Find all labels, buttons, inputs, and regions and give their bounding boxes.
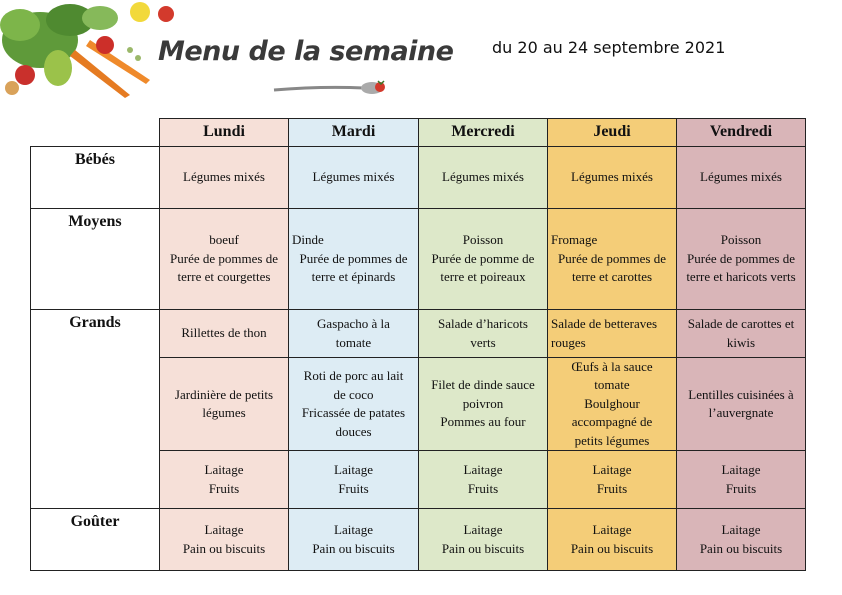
grands-dessert-cell-vendredi xyxy=(677,451,805,508)
menu-line: Gaspacho à la xyxy=(317,316,390,331)
grands-plat-cell-lundi xyxy=(160,358,288,450)
menu-line: Boulghour xyxy=(584,395,640,411)
menu-line: Salade d’haricots xyxy=(438,316,528,331)
gouter-cell-vendredi xyxy=(677,509,805,570)
menu-line: terre et poireaux xyxy=(440,269,526,285)
menu-line: Fromage xyxy=(551,232,598,248)
grands-entree-cell-jeudi xyxy=(548,310,676,357)
menu-line: l’auvergnate xyxy=(708,405,774,420)
menu-line: Lentilles cuisinées à xyxy=(688,386,794,402)
menu-line: Purée de pommes de xyxy=(299,250,408,266)
menu-line: Purée de pomme de xyxy=(431,250,535,266)
grands-dessert-cell-mercredi xyxy=(419,451,547,508)
page-title: Menu de la semaine xyxy=(158,36,454,67)
gouter-cell-jeudi xyxy=(548,509,676,570)
day-header-lundi: Lundi xyxy=(160,119,288,146)
grands-entree-cell-lundi xyxy=(160,310,288,357)
gouter-cell-lundi xyxy=(160,509,288,570)
menu-line: boeuf xyxy=(209,232,239,248)
menu-line: Purée de pommes de xyxy=(687,250,795,266)
menu-line: Salade de betteraves xyxy=(551,316,658,331)
menu-line: Purée de pommes de xyxy=(558,250,666,266)
menu-line: verts xyxy=(470,334,496,350)
menu-line: Jardinière de petits xyxy=(174,386,274,402)
bebes-cell-vendredi xyxy=(677,147,805,208)
menu-line: rouges xyxy=(551,334,586,350)
grands-plat-cell-vendredi xyxy=(677,358,805,450)
menu-line: Fruits xyxy=(725,480,757,496)
gouter-cell-mardi xyxy=(289,509,418,570)
menu-line: Fricassée de patates xyxy=(301,405,406,420)
menu-line: Laitage xyxy=(721,462,761,477)
menu-line: Fruits xyxy=(208,480,240,496)
grands-dessert-cell-mardi xyxy=(289,451,418,508)
row-label-bebes: Bébés xyxy=(75,151,115,168)
menu-line: Légumes mixés xyxy=(312,169,395,185)
row-label-gouter: Goûter xyxy=(70,513,120,530)
menu-line: Légumes mixés xyxy=(183,169,265,185)
grands-plat-cell-jeudi xyxy=(548,358,676,450)
grands-entree-cell-vendredi xyxy=(677,310,805,357)
menu-line: Poisson xyxy=(462,232,504,248)
moyens-cell-lundi xyxy=(160,209,288,309)
menu-line: terre et courgettes xyxy=(177,269,271,285)
menu-line: kiwis xyxy=(726,334,756,350)
menu-line: Fruits xyxy=(467,480,499,496)
menu-line: Pommes au four xyxy=(440,414,526,430)
menu-line: Légumes mixés xyxy=(700,169,782,185)
grands-dessert-cell-lundi xyxy=(160,451,288,508)
menu-line: Laitage xyxy=(334,522,373,537)
grands-plat-cell-mardi xyxy=(289,358,418,450)
day-header-vendredi: Vendredi xyxy=(677,119,805,146)
menu-line: Salade de carottes et xyxy=(687,316,795,331)
menu-line: légumes xyxy=(202,405,246,420)
menu-line: Poisson xyxy=(720,232,762,248)
gouter-cell-mercredi xyxy=(419,509,547,570)
moyens-cell-mercredi xyxy=(419,209,547,309)
bebes-cell-jeudi xyxy=(548,147,676,208)
menu-line: Laitage xyxy=(721,522,761,537)
grands-entree-cell-mardi xyxy=(289,310,418,357)
menu-line: terre et haricots verts xyxy=(686,269,796,285)
row-label-grands: Grands xyxy=(69,314,121,331)
bebes-cell-mercredi xyxy=(419,147,547,208)
menu-line: accompagné de xyxy=(571,414,653,430)
menu-line: Légumes mixés xyxy=(442,169,524,185)
menu-line: Pain ou biscuits xyxy=(570,540,654,556)
grands-entree-cell-mercredi xyxy=(419,310,547,357)
moyens-cell-mardi xyxy=(289,209,418,309)
menu-line: tomate xyxy=(594,377,630,393)
menu-line: de coco xyxy=(333,386,374,402)
menu-line: petits légumes xyxy=(574,432,650,448)
menu-line: tomate xyxy=(335,334,372,350)
menu-line: Pain ou biscuits xyxy=(441,540,525,556)
menu-line: Roti de porc au lait xyxy=(303,368,404,383)
menu-line: Rillettes de thon xyxy=(181,325,267,341)
menu-line: Légumes mixés xyxy=(571,169,653,185)
day-header-mercredi: Mercredi xyxy=(419,119,547,146)
menu-line: Laitage xyxy=(204,462,244,477)
menu-line: Laitage xyxy=(592,522,632,537)
menu-line: terre et épinards xyxy=(311,269,396,285)
menu-line: Pain ou biscuits xyxy=(312,540,395,556)
menu-line: Laitage xyxy=(463,522,503,537)
menu-line: Laitage xyxy=(204,522,244,537)
moyens-cell-jeudi xyxy=(548,209,676,309)
menu-line: Purée de pommes de xyxy=(170,250,278,266)
day-header-jeudi: Jeudi xyxy=(548,119,676,146)
menu-line: Laitage xyxy=(592,462,632,477)
menu-line: Dinde xyxy=(292,232,324,248)
bebes-cell-mardi xyxy=(289,147,418,208)
date-range: du 20 au 24 septembre 2021 xyxy=(492,38,726,57)
menu-line: poivron xyxy=(462,395,504,411)
day-header-mardi: Mardi xyxy=(289,119,418,146)
row-label-moyens: Moyens xyxy=(68,213,122,230)
menu-line: Fruits xyxy=(596,480,628,496)
menu-line: Laitage xyxy=(463,462,503,477)
menu-line: terre et carottes xyxy=(571,269,653,285)
menu-line: Œufs à la sauce xyxy=(571,358,653,374)
moyens-cell-vendredi xyxy=(677,209,805,309)
menu-line: Laitage xyxy=(334,462,373,477)
menu-line: douces xyxy=(335,423,372,439)
menu-line: Pain ou biscuits xyxy=(182,540,266,556)
menu-line: Pain ou biscuits xyxy=(699,540,783,556)
menu-line: Filet de dinde sauce xyxy=(431,377,535,393)
menu-line: Fruits xyxy=(338,480,369,496)
grands-dessert-cell-jeudi xyxy=(548,451,676,508)
bebes-cell-lundi xyxy=(160,147,288,208)
grands-plat-cell-mercredi xyxy=(419,358,547,450)
